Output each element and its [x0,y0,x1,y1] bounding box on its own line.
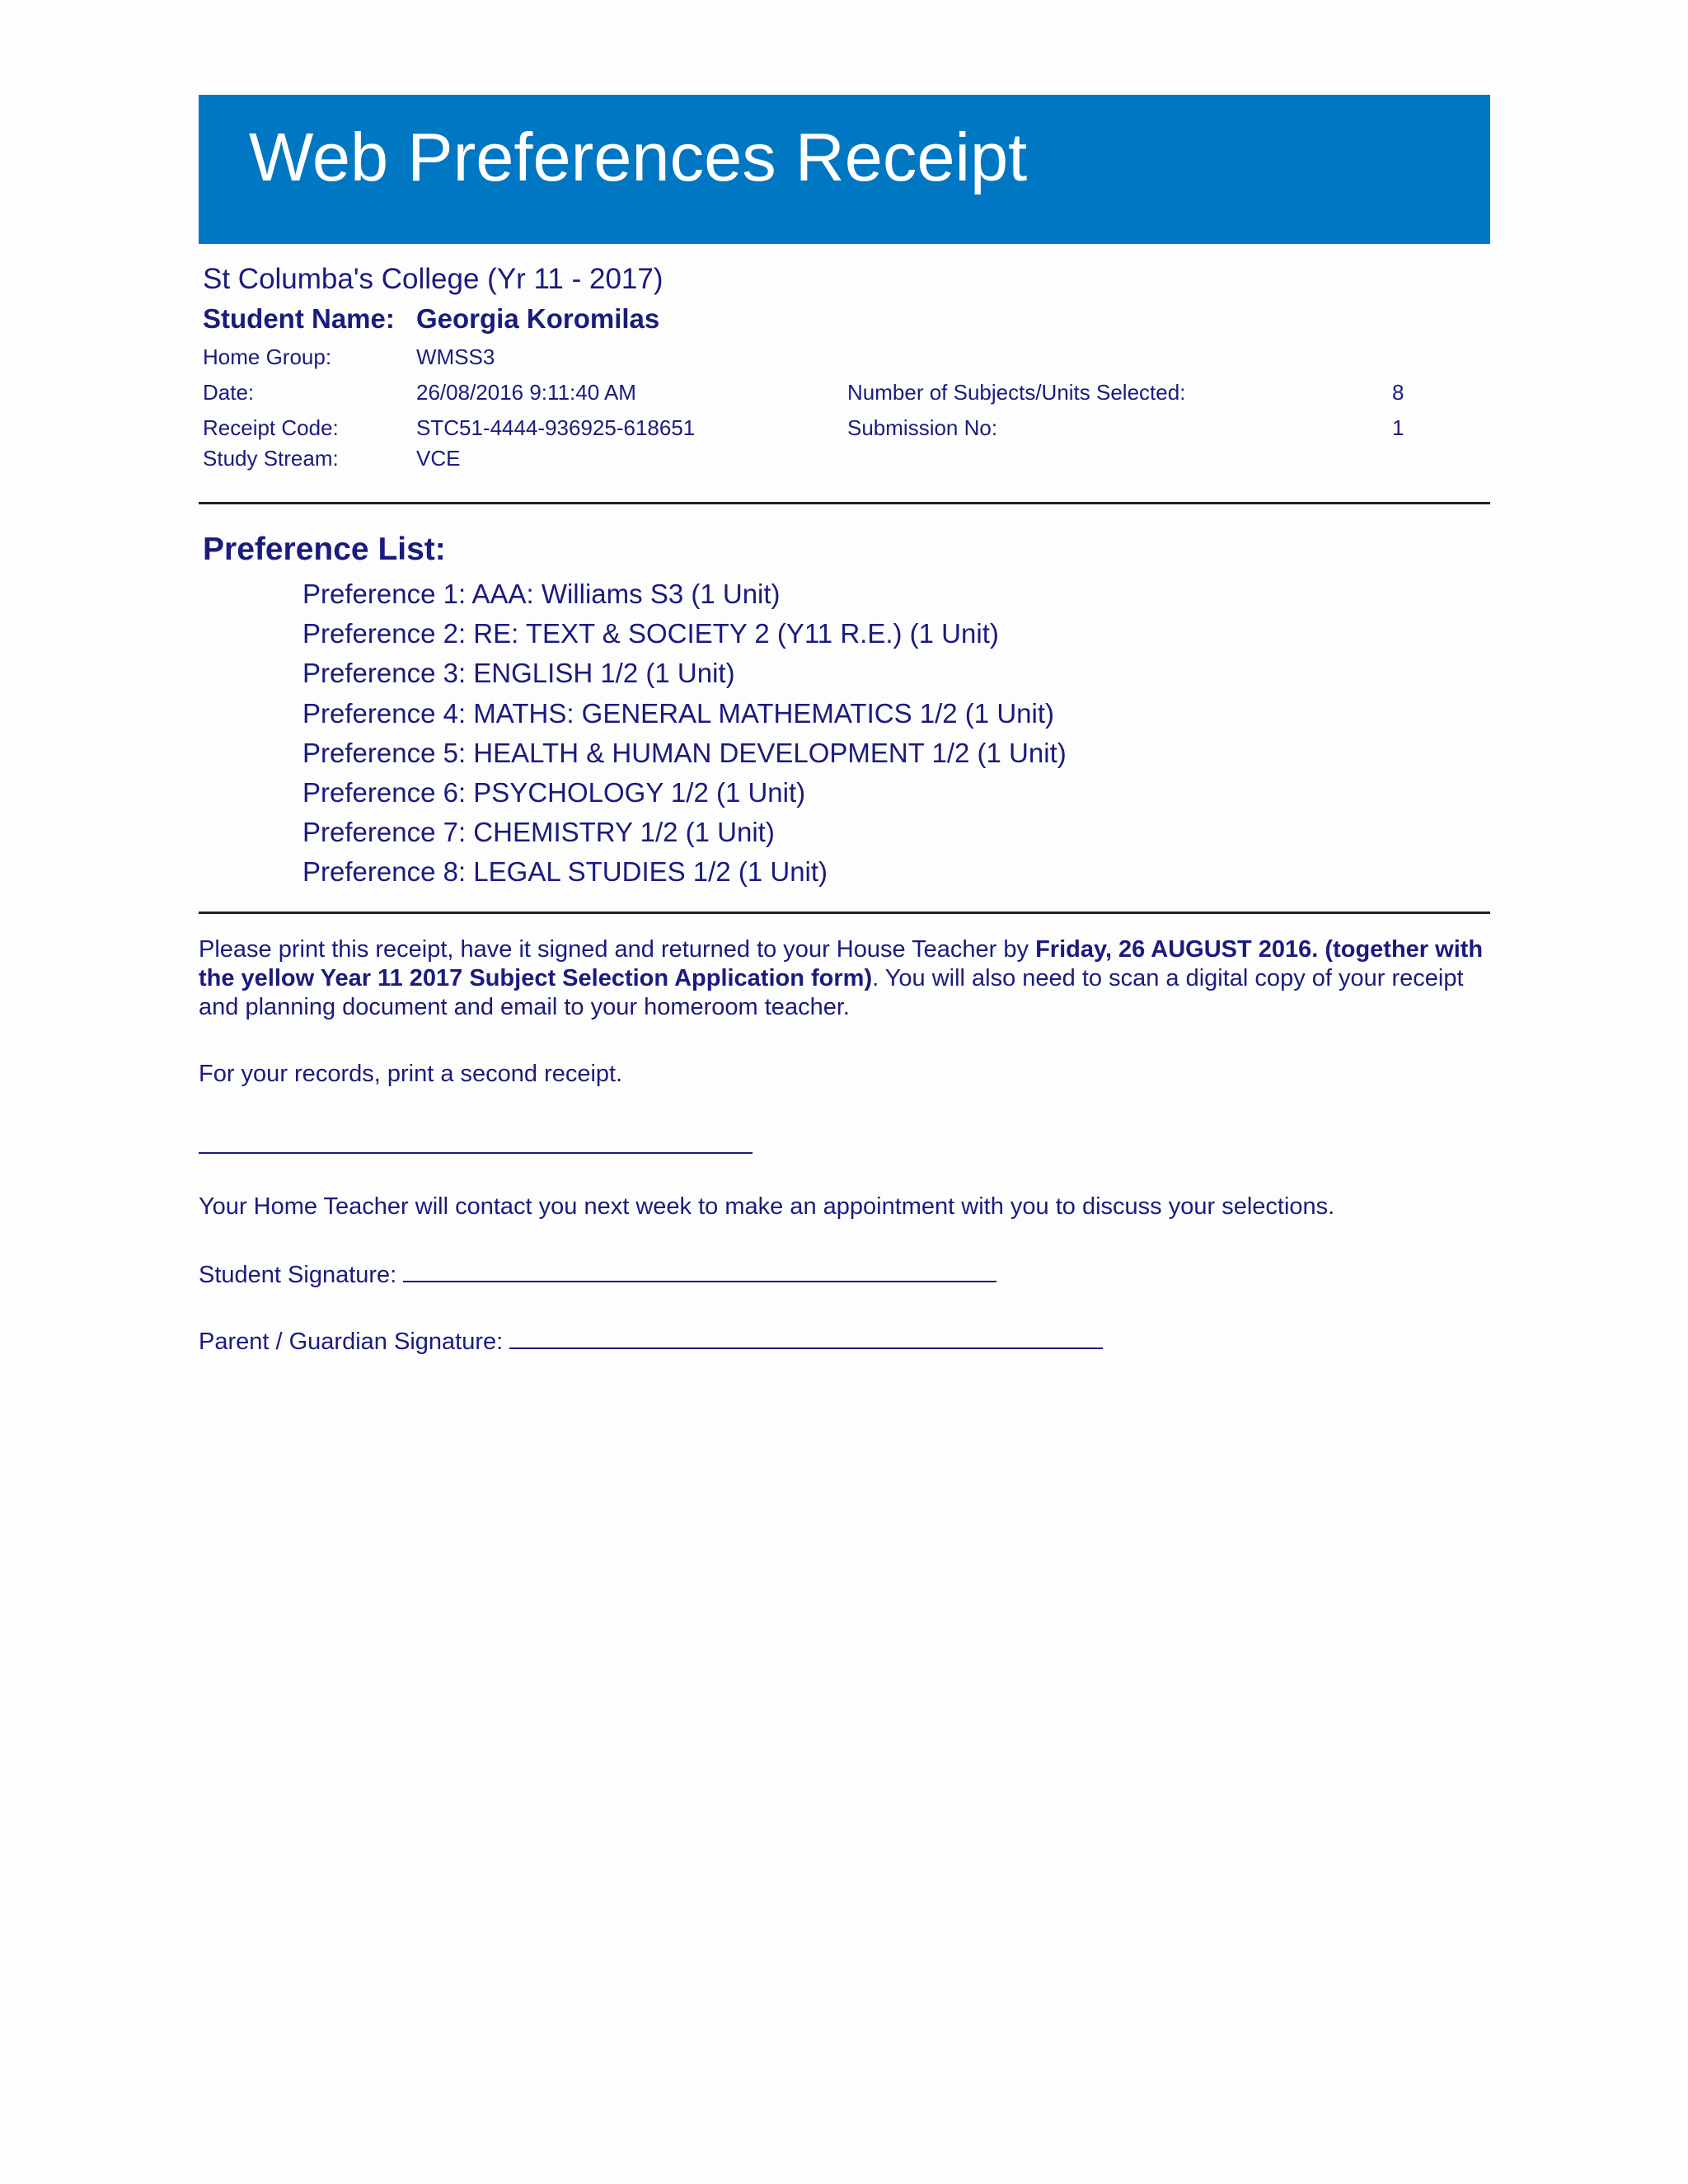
preference-item: Preference 7: CHEMISTRY 1/2 (1 Unit) [302,817,775,848]
date-label: Date: [203,380,255,405]
contact-note: Your Home Teacher will contact you next week to make an appointment with you to discuss your selections. [199,1193,1335,1220]
submission-no-label: Submission No: [847,415,998,440]
submission-no-value: 1 [1392,415,1404,440]
parent-signature-label: Parent / Guardian Signature: [199,1329,504,1355]
date-value: 26/08/2016 9:11:40 AM [416,380,636,405]
divider [199,912,1490,914]
home-group-label: Home Group: [203,344,332,369]
student-signature-label: Student Signature: [199,1262,397,1288]
study-stream-label: Study Stream: [203,446,339,471]
preference-item: Preference 4: MATHS: GENERAL MATHEMATICS 1/2 (1 Unit) [302,697,1054,729]
preference-item: Preference 1: AAA: Williams S3 (1 Unit) [302,579,781,609]
preference-item: Preference 8: LEGAL STUDIES 1/2 (1 Unit) [302,856,828,888]
parent-signature-field [199,1326,1103,1357]
subjects-count-value: 8 [1392,380,1404,405]
records-note: For your records, print a second receipt. [199,1061,623,1087]
receipt-code-label: Receipt Code: [203,415,339,440]
title-banner [199,95,1490,244]
preference-list-heading: Preference List: [203,532,446,567]
study-stream-value: VCE [416,446,461,471]
page-title: Web Preferences Receipt [249,119,1028,195]
deadline-text: Friday, 26 AUGUST 2016. (together with the yellow Year 11 2017 Subject Selection Application form) [199,936,1484,991]
preference-list [302,574,1067,893]
return-instructions: Please print this receipt, have it signed and returned to your House Teacher by Friday, 26 AUGUST 2016. (together with the yellow Year 11 2017 Subject Selection Application form). You will also need to scan a digital copy of your receipt and planning document and email to your homeroom teacher. [199,936,1484,1020]
parent-signature-line [509,1326,1103,1349]
divider [199,502,1490,504]
preference-item: Preference 6: PSYCHOLOGY 1/2 (1 Unit) [302,776,806,808]
receipt-code-value: STC51-4444-936925-618651 [416,415,696,440]
student-name-value: Georgia Koromilas [416,303,660,334]
home-group-value: WMSS3 [416,344,495,369]
blank-signature-line [199,1152,753,1154]
student-signature-line [403,1259,996,1282]
preference-item: Preference 3: ENGLISH 1/2 (1 Unit) [302,658,735,689]
preference-item: Preference 2: RE: TEXT & SOCIETY 2 (Y11 R.E.) (1 Unit) [302,618,999,649]
student-signature-field [199,1259,996,1290]
preference-item: Preference 5: HEALTH & HUMAN DEVELOPMENT 1/2 (1 Unit) [302,737,1067,768]
college-name: St Columba's College (Yr 11 - 2017) [203,263,663,295]
subjects-count-label: Number of Subjects/Units Selected: [847,380,1186,405]
student-name-label: Student Name: [203,303,395,334]
